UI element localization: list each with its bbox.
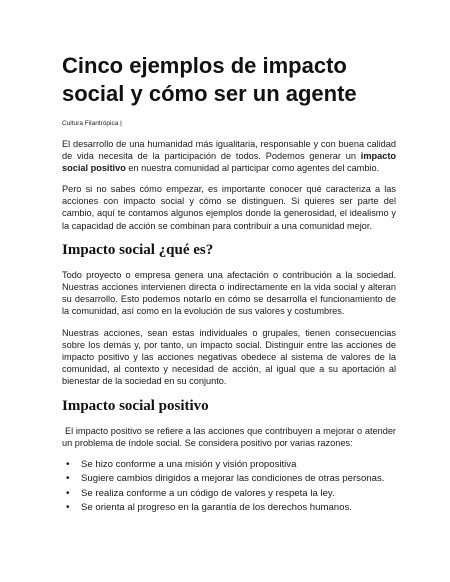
intro-paragraph-1: [62, 138, 396, 174]
list-item-text: Se orienta al progreso en la garantía de los derechos humanos.: [81, 502, 352, 514]
list-item-text: Se realiza conforme a un código de valores y respeta la ley.: [81, 487, 335, 499]
bullet-icon: •: [66, 473, 70, 485]
page-title: Cinco ejemplos de impacto social y cómo ser un agente: [62, 53, 357, 106]
list-item: [66, 459, 396, 472]
reasons-list: [66, 459, 396, 515]
list-item: [66, 488, 396, 501]
section1-paragraph-1: Todo proyecto o empresa genera una afectación o contribución a la sociedad. Nuestras acciones intervienen directa o indirectamente en la vida social y alteran su desarrollo. Esto podemos notarlo en cómo se desarrolla el funcionamiento de la comunidad, así como en la evolución de sus valores y costumbres.: [62, 269, 396, 316]
list-item: [66, 473, 396, 486]
bullet-icon: •: [66, 458, 70, 470]
category-label: Cultura Filantrópica |: [62, 120, 122, 127]
intro-bold-term: impacto social positivo: [62, 151, 396, 174]
intro-text-end: en nuestra comunidad al participar como agentes del cambio.: [125, 163, 380, 174]
section2-paragraph-1: El impacto positivo se refiere a las acciones que contribuyen a mejorar o atender un problema de índole social. Se considera positivo por varias razones:: [62, 425, 396, 448]
bullet-icon: •: [66, 487, 70, 499]
intro-paragraph-2: Pero si no sabes cómo empezar, es importante conocer qué caracteriza a las acciones con impacto social y cómo se distinguen. Si quieres ser parte del cambio, aquí te contamos algunos ejemplos donde la generosidad, el idealismo y la capacidad de acción se combinan para contribuir a una comunidad mejor.: [62, 184, 396, 231]
bullet-icon: •: [66, 502, 70, 514]
section-heading-que-es: Impacto social ¿qué es?: [62, 241, 214, 258]
list-item: [66, 502, 396, 515]
list-item-text: Se hizo conforme a una misión y visión propositiva: [81, 458, 297, 470]
section-heading-positivo: Impacto social positivo: [62, 397, 209, 414]
intro-text-start: El desarrollo de una humanidad más igualitaria, responsable y con buena calidad de vida necesita de la participación de todos. Podemos generar un: [62, 139, 396, 162]
section1-paragraph-2: Nuestras acciones, sean estas individuales o grupales, tienen consecuencias sobre los demás y, por tanto, un impacto social. Distinguir entre las acciones de impacto positivo y las acciones negativas obedece al sistema de valores de la comunidad, al contexto y necesidad de acción, al igual que a su aportación al bienestar de la sociedad en su conjunto.: [62, 328, 396, 387]
list-item-text: Sugiere cambios dirigidos a mejorar las condiciones de otras personas.: [81, 473, 385, 485]
